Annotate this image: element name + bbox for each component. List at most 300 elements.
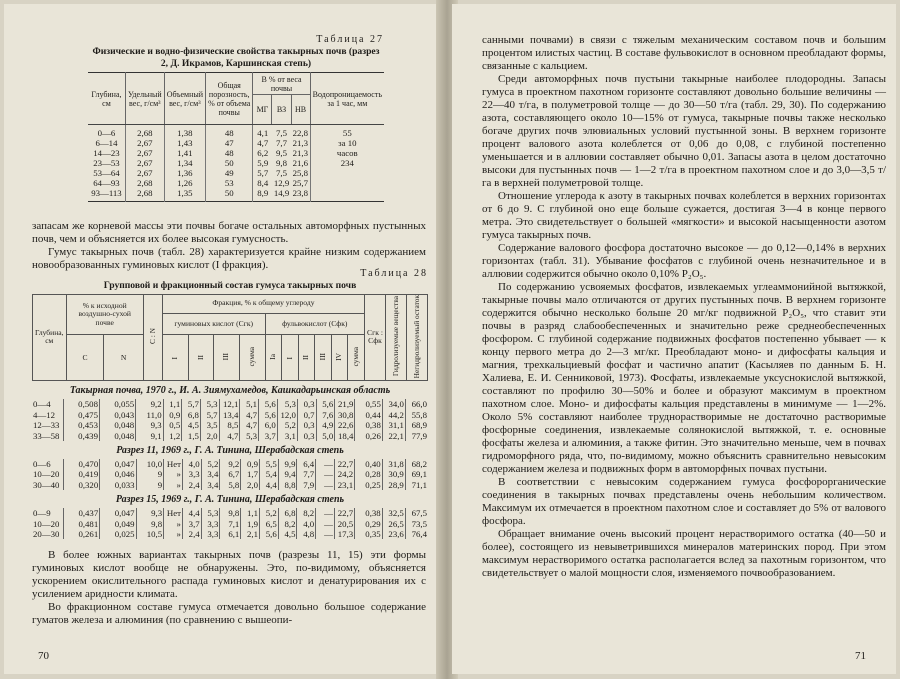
t27-group-label: В % от веса почвы (253, 74, 309, 95)
t27-cell: 2,68 (125, 178, 164, 188)
t28-cell: 30,8 (335, 410, 355, 420)
t28-cell: 67,5 (411, 508, 427, 519)
t28-cell: 12,1 (219, 399, 240, 409)
right-paragraph-2: Среди автоморфных почв пустыни такырные наиболее плодородны. Запасы гумуса в проектном пахотном горизонте составляют довольно большие величины — 22—40 т/га, в полуметровой толще — до 30—50 т/га (табл. 29, 30). По содержанию азота, составляющего около 10—15% от гумуса, такырные почвы также несколько богаче других почв элювиальных условий пустынной зоны. В верхнем горизонте процент валового азота колеблется от 0,06 до 0,08, с глубиной постепенно уменьшается и в аллювии составляет обычно 0,01. Запасы азота в целом достаточно высоки для пустынных почв — 1—2 т/га в проектном пахотном слое и до 3,0—3,5 т/га в верхней полуметровой толще. (482, 73, 886, 189)
t28-cell: 0,047 (100, 459, 136, 469)
t28-sub-label: II (195, 354, 205, 360)
left-paragraph-4: Во фракционном составе гумуса отмечается довольно большое содержание гуматов железа и алюминия (по сравнению с вышеопи- (32, 601, 426, 626)
t27-mg: 4,1 (257, 128, 269, 138)
t28-cell: 18,4 (335, 431, 355, 441)
t28-cell: 0,261 (63, 529, 99, 539)
t27-cell: 50 (206, 158, 253, 168)
table-row (32, 420, 428, 430)
t27-nv: 22,8 (292, 128, 308, 138)
t28-cell: 0,320 (63, 480, 99, 490)
t27-perm-line: 55 (342, 128, 352, 138)
t28-sub-fulvic (298, 335, 315, 381)
t28-cell: 12—33 (32, 420, 63, 430)
t28-col-ratio: Сгк : Сфк (365, 294, 386, 381)
left-text-bottom (32, 549, 426, 627)
t28-cell: 3,3 (201, 519, 220, 529)
t28-col-hydro (386, 294, 407, 381)
t28-cell: 30—40 (32, 480, 63, 490)
t28-cell: 0,048 (99, 431, 135, 441)
left-paragraph-3: В более южных вариантах такырных почв (разрезы 11, 15) эти формы гуминовых кислот вообще не обнаружены. Это, по-видимому, объясняется ускорением окислительного распада гуминовых кислот и денатурирования их с усилением аридности климата. (32, 549, 426, 600)
page-number-left: 70 (38, 650, 49, 662)
t27-cell: 2,67 (125, 158, 164, 168)
t28-cell: 0,437 (63, 508, 99, 518)
t28-sub-label: II (301, 354, 311, 360)
t27-col-permeability: Водопроницаемость за 1 час, мм (310, 73, 384, 125)
t28-cell: 4,5 (278, 529, 297, 539)
t27-cell: 1,34 (164, 158, 205, 168)
t27-vz: 7,5 (276, 168, 288, 178)
right-page (452, 4, 896, 674)
t27-col-vz: ВЗ (272, 95, 291, 124)
t28-cell: 0,35 (355, 529, 383, 539)
t28-cell: 3,4 (201, 480, 220, 490)
left-text-top (32, 220, 426, 272)
t28-cell: 0,9 (163, 410, 182, 420)
t27-vz: 7,5 (276, 128, 288, 138)
t28-section-table (32, 399, 428, 441)
t28-cell: 7,7 (297, 469, 316, 479)
t27-cell: 48 (206, 148, 253, 158)
t28-sub-label: I (284, 357, 294, 360)
t28-cell: 4,4 (260, 480, 279, 490)
t27-cell: 1,26 (164, 178, 205, 188)
t28-cell: 22,7 (334, 459, 354, 469)
t28-cell: 5,0 (316, 431, 335, 441)
t28-cell: 23,6 (382, 529, 405, 539)
table-row (32, 480, 428, 490)
t28-cell: 7,9 (297, 480, 316, 490)
t28-cell: 0,475 (63, 410, 99, 420)
t28-cell: 0,033 (100, 480, 136, 490)
t27-cell: 2,67 (125, 148, 164, 158)
t28-cell: 6,8 (278, 508, 297, 518)
t27-cell-group (253, 125, 310, 139)
t28-cell: 69,1 (411, 469, 427, 480)
t28-cell: 22,1 (382, 431, 405, 441)
t28-cell: 0,049 (100, 519, 136, 529)
t28-cell: 7,1 (220, 519, 241, 529)
t28-cell: 20,5 (334, 519, 354, 529)
t28-sub-label: III (221, 352, 231, 361)
t28-cell: 3,7 (259, 431, 278, 441)
t28-sub-label: IV (334, 352, 344, 361)
t28-sub-humic (162, 335, 188, 381)
t28-cell: 17,3 (334, 529, 354, 539)
t28-cell: 0,40 (355, 459, 383, 469)
t28-cell: 13,4 (219, 410, 240, 420)
t28-cell: 5,3 (200, 399, 219, 409)
t27-col-depth: Глубина, см (88, 73, 125, 125)
t28-cell: 68,2 (411, 459, 427, 470)
t27-vz: 12,9 (273, 178, 290, 188)
t28-cell: 3,1 (277, 431, 297, 441)
t28-cell: 0,481 (63, 519, 99, 529)
t28-cell: 5,1 (240, 399, 259, 409)
t28-cell: 11,0 (136, 410, 163, 420)
t28-cell: 4—12 (32, 410, 63, 420)
t28-cell: 0,055 (99, 399, 135, 409)
t28-cell: 4,0 (182, 459, 201, 469)
t28-cell: 30,9 (382, 469, 405, 479)
t27-cell: 6—14 (88, 138, 125, 148)
t28-cell: 4,7 (240, 420, 259, 430)
t28-cell: 4,9 (316, 420, 335, 430)
t28-cell: 7,6 (316, 410, 335, 420)
t28-cell: 0,048 (99, 420, 135, 430)
t28-nonhydro-label: Негидролизуемый остаток (411, 294, 421, 378)
t28-cell: 1,5 (182, 431, 201, 441)
t28-cell: 76,4 (411, 529, 427, 540)
left-page (4, 4, 442, 674)
t28-cell: 73,5 (411, 518, 427, 529)
t28-cell: 3,7 (182, 519, 201, 529)
table-27-caption: Таблица 27 (316, 34, 384, 45)
t28-sub-fulvic (282, 335, 299, 381)
t28-cell: — (316, 529, 335, 539)
t28-cell: 33—58 (32, 431, 63, 441)
t28-cell: 55,8 (411, 409, 427, 420)
t27-cell: 1,41 (164, 148, 205, 158)
t28-cell: 0,470 (63, 459, 99, 469)
t27-nv: 23,8 (292, 188, 308, 198)
t28-col-fulvic: фульвокислот (Сфк) (265, 313, 364, 335)
t27-cell: 50 (206, 188, 253, 202)
t28-cell: 34,0 (382, 399, 405, 409)
t28-cell: 1,1 (241, 508, 260, 518)
t28-cell: 0,047 (100, 508, 136, 518)
t27-cell-group (253, 188, 310, 202)
t28-cell: — (316, 480, 335, 490)
t28-cell: 4,4 (182, 508, 201, 518)
t28-sub-humic (239, 335, 265, 381)
t28-cell: 9,1 (136, 431, 163, 441)
t28-cell: 0,3 (297, 420, 316, 430)
t28-cell: 9,2 (136, 399, 163, 409)
t27-col-specific-weight: Удельный вес, г/см³ (125, 73, 164, 125)
t28-cell: » (164, 519, 183, 529)
table-28-body (32, 385, 428, 539)
t28-cell: 5,2 (277, 420, 297, 430)
t28-sub-label: III (317, 352, 327, 361)
t28-sub-fulvic (331, 335, 348, 381)
t28-sub-label: I (169, 357, 179, 360)
t28-cell: 9,9 (278, 459, 297, 469)
t27-cell: 1,38 (164, 125, 205, 139)
table-row (32, 399, 428, 409)
t27-vz: 7,7 (276, 138, 288, 148)
left-paragraph-1: запасам же корневой массы эти почвы богаче остальных автоморфных пустынных почв, чем и объясняется их более высокая гумусность. (32, 220, 426, 245)
t28-cell: 22,7 (334, 508, 354, 518)
t28-cell: 32,5 (382, 508, 405, 518)
t28-cell: 22,6 (335, 420, 355, 430)
t28-cell: 9 (136, 480, 164, 490)
t28-cell: 1,7 (241, 469, 260, 479)
table-28-title: Групповой и фракционный состав гумуса такырных почв (103, 280, 357, 291)
t28-cell: 2,0 (200, 431, 219, 441)
t28-cell: 77,9 (411, 430, 427, 441)
t28-cell: 5,8 (220, 480, 241, 490)
right-paragraph-3: Отношение углерода к азоту в такырных почвах колеблется в верхних горизонтах от 6 до 9. С глубиной оно еще больше сужается, достигая 3—4 в конце первого метра. Это свидетельствует о большей «мягкости» и высокой насыщенности азотом гумуса такырных почв. (482, 190, 886, 241)
t28-cell: 0,3 (297, 431, 316, 441)
t28-cell: 0,29 (355, 519, 383, 529)
t28-cell: 9,8 (220, 508, 241, 518)
t27-cell: 23—53 (88, 158, 125, 168)
t27-cell-group (253, 148, 310, 158)
t28-cell: 2,4 (182, 529, 201, 539)
t28-cell: 5,2 (260, 508, 279, 518)
t28-col-cn (143, 294, 162, 381)
t28-cell: 3,3 (201, 529, 220, 539)
t28-cell: — (316, 519, 335, 529)
t28-cell: 5,6 (316, 399, 335, 409)
t28-sub-fulvic (265, 335, 282, 381)
t28-section-title: Такырная почва, 1970 г., И. А. Зиямухамедов, Кашкадарьинская область (69, 385, 391, 397)
t27-perm-line: часов (336, 148, 358, 158)
t28-cell: 66,0 (411, 399, 427, 410)
table-row (88, 125, 384, 139)
t28-cell: — (316, 469, 335, 479)
t28-cell: 0,508 (63, 399, 99, 409)
table-27 (88, 34, 384, 202)
t28-cell: 1,1 (163, 399, 182, 409)
t28-cell: 0—4 (32, 399, 63, 409)
t27-cell: 48 (206, 125, 253, 139)
t27-cell-group (253, 138, 310, 148)
t28-cell: » (164, 480, 183, 490)
t28-cell: 0,453 (63, 420, 99, 430)
t27-mg: 4,7 (257, 138, 269, 148)
t27-cell: 53 (206, 178, 253, 188)
t28-sub-label: Ia (268, 353, 278, 360)
t28-cell: 71,1 (411, 479, 427, 490)
right-paragraph-5: По содержанию усвояемых фосфатов, извлекаемых углеаммонийной вытяжкой, такырные почвы мало отличаются от других пустынных почв. В верхнем горизонте содержится обычно несколько больше 20 мг/кг подвижной P₂O₅, что ставит эти почвы в разряд слабообеспеченных и значительно реже среднеобеспеченных фосфором. С глубиной содержание подвижных фосфатов постепенно убывает — к концу первого метра до 2—3 мг/кг. Преобладают моно- и дифосфаты кальция и магния, трехкальциевый фосфат и частично апатит (Касыляев по данным Б. Н. Халиева, Е. И. Сенниковой, 1973). Фосфаты, извлекаемые уксуснокислой вытяжкой, составляют по профилю 30—50% и более и образуют максимум в проектном пахотном слое. Моно- и дифосфаты кальция представлены в минимуме — 1—2%. Около 5% составляют наиболее труднорастворимые не достаточно растворимые фосфорные соединения, извлекаемые солянокислой вытяжкой, т. е. основные фосфаты железа и алюминия, а также фитин. Это значительно меньше, чем в почвах гидроморфного ряда, что, по-видимому, можно объяснить сравнительно невысоким содержанием железа и подвижных форм в автоморфных почвах пустыни. (482, 281, 886, 475)
t28-section-table (32, 508, 428, 539)
t28-cell: 6,5 (260, 519, 279, 529)
t27-vz: 9,8 (276, 158, 288, 168)
t28-cell: 5,5 (260, 459, 279, 469)
t28-cell: 26,5 (382, 519, 405, 529)
t28-cell: 31,1 (382, 420, 405, 430)
t28-cell: 0,439 (63, 431, 99, 441)
t28-cell: 0,25 (355, 480, 383, 490)
t27-cell-group (253, 168, 310, 178)
t28-cell: 5,6 (259, 399, 278, 409)
table-28-header (32, 294, 428, 382)
t27-nv: 21,3 (292, 148, 308, 158)
t28-cell: 5,6 (260, 529, 279, 539)
t28-cell: 6,7 (220, 469, 241, 479)
t28-cell: 0,043 (99, 410, 135, 420)
t28-cell: Нет (164, 508, 183, 518)
t28-cell: 20—30 (32, 529, 63, 539)
t28-cell: Нет (164, 459, 183, 469)
t27-cell: 2,67 (125, 138, 164, 148)
t28-cell: 0,44 (355, 410, 382, 420)
t28-cell: 0,9 (241, 459, 260, 469)
table-row (32, 459, 428, 469)
t27-col-mg: МГ (253, 95, 272, 124)
t28-cell: 0,046 (100, 469, 136, 479)
t27-cell: 64—93 (88, 178, 125, 188)
t28-section-title: Разрез 11, 1969 г., Г. А. Тинина, Шерабадская степь (116, 445, 344, 457)
t28-cell: 8,8 (278, 480, 297, 490)
t28-cell: 12,0 (277, 410, 297, 420)
t28-section-table (32, 459, 428, 490)
t27-nv: 21,3 (292, 138, 308, 148)
t27-vz: 14,9 (273, 188, 290, 198)
right-text (482, 34, 886, 580)
left-paragraph-2: Гумус такырных почв (табл. 28) характеризуется крайне низким содержанием новообразованных гуминовых кислот (I фракция). (32, 246, 426, 271)
right-paragraph-6: В соответствии с невысоким содержанием гумуса фосфорорганические соединения в такырных почвах представлены очень небольшим количеством. Максимум их отмечается в проектном пахотном слое и составляет до 5% от валового фосфора. (482, 476, 886, 527)
t28-sub-fulvic (348, 335, 365, 381)
t27-cell: 93—113 (88, 188, 125, 202)
t27-permeability-cell (310, 125, 384, 202)
t28-hydro-label: Гидролизуемые вещества (390, 296, 400, 377)
table-row (32, 519, 428, 529)
t28-cell: 5,3 (240, 431, 259, 441)
t28-col-fraction: Фракция, % к общему углероду (162, 294, 364, 313)
t28-cell: 28,9 (382, 480, 405, 490)
t28-sub-humic (214, 335, 240, 381)
t28-cn-label: C : N (147, 328, 157, 345)
t28-cell: 0,38 (355, 420, 382, 430)
t27-cell-group (253, 178, 310, 188)
t28-cell: 4,7 (240, 410, 259, 420)
t28-cell: 5,7 (200, 410, 219, 420)
t28-sub-fulvic (315, 335, 332, 381)
t27-cell-group (253, 158, 310, 168)
table-27-grid (88, 72, 384, 202)
t28-cell: — (316, 508, 335, 518)
t27-nv: 25,8 (292, 168, 308, 178)
t27-subheaders (253, 95, 309, 124)
table-28-caption: Таблица 28 (360, 268, 428, 279)
t27-cell: 2,68 (125, 125, 164, 139)
table-row (32, 508, 428, 518)
t28-section-title: Разрез 15, 1969 г., Г. А. Тинина, Шерабадская степь (115, 494, 345, 506)
t28-cell: 5,6 (259, 410, 278, 420)
t28-cell: 6,8 (182, 410, 201, 420)
t28-sub-label: сумма (246, 346, 256, 367)
t28-cell: 9,4 (278, 469, 297, 479)
t28-cell: 68,9 (411, 420, 427, 431)
t28-cell: 0—6 (32, 459, 63, 469)
t27-mg: 6,2 (257, 148, 269, 158)
t28-cell: 10—20 (32, 519, 63, 529)
t28-cell: 1,9 (241, 519, 260, 529)
right-paragraph-1: санными почвами) в связи с тяжелым механическим составом почв и большим процентом илистых частиц. В составе фульвокислот в основном преобладают формы, связанные с кальцием. (482, 34, 886, 72)
t28-cell: 8,5 (219, 420, 240, 430)
t27-cell: 2,68 (125, 188, 164, 202)
t28-cell: 24,2 (334, 469, 354, 479)
t28-cell: 9,8 (136, 519, 164, 529)
t28-cell: 2,1 (241, 529, 260, 539)
t28-cell: — (316, 459, 335, 469)
t28-cell: 5,3 (277, 399, 297, 409)
t28-col-n: N (104, 335, 143, 381)
t28-cell: 6,1 (220, 529, 241, 539)
t27-col-nv: НВ (295, 104, 307, 114)
t28-cell: 0,26 (355, 431, 382, 441)
t27-mg: 5,9 (257, 158, 269, 168)
t28-cell: 2,4 (182, 480, 201, 490)
table-row (32, 529, 428, 539)
table-28 (32, 268, 428, 539)
t27-cell: 49 (206, 168, 253, 178)
t28-cell: 9,3 (136, 508, 164, 518)
t28-cell: 9,2 (220, 459, 241, 469)
t28-cell: 0,55 (355, 399, 382, 409)
t28-sub-humic (188, 335, 214, 381)
t28-cell: 0,7 (297, 410, 316, 420)
t28-cell: 21,9 (335, 399, 355, 409)
t27-col-group (253, 73, 310, 125)
table-row (32, 469, 428, 479)
t27-vz: 9,5 (276, 148, 288, 158)
t28-cell: 3,3 (182, 469, 201, 479)
t27-cell: 2,67 (125, 168, 164, 178)
t27-col-bulk-density: Объемный вес, г/см³ (164, 73, 205, 125)
t28-col-c: C (66, 335, 104, 381)
t28-cell: 4,8 (297, 529, 316, 539)
t28-col-nonhydro (407, 294, 428, 381)
t27-nv: 21,6 (292, 158, 308, 168)
t28-col-depth: Глубина, см (33, 294, 67, 381)
t27-cell: 0—6 (88, 125, 125, 139)
t28-cell: 5,7 (182, 399, 201, 409)
t28-cell: 9,3 (136, 420, 163, 430)
t28-cell: 0,5 (163, 420, 182, 430)
t27-mg: 8,9 (257, 188, 269, 198)
t28-cell: 4,5 (182, 420, 201, 430)
t28-cell: 0,3 (297, 399, 316, 409)
t28-cell: 10,0 (136, 459, 164, 469)
t28-cell: 0,28 (355, 469, 383, 479)
t27-col-porosity: Общая порозность, % от объема почвы (206, 73, 253, 125)
t28-cell: 0,419 (63, 469, 99, 479)
t28-cell: 5,2 (201, 459, 220, 469)
table-row (32, 410, 428, 420)
t28-cell: 23,1 (334, 480, 354, 490)
t28-cell: 0,38 (355, 508, 383, 518)
t28-col-humic: гуминовых кислот (Сгк) (162, 313, 265, 335)
table-row (32, 431, 428, 441)
t28-col-pct: % к исходной воздушно-сухой почве (66, 294, 143, 335)
t28-sub-label: сумма (350, 346, 360, 367)
t27-mg: 5,7 (257, 168, 269, 178)
t28-cell: 6,4 (297, 459, 316, 469)
t27-cell: 1,36 (164, 168, 205, 178)
t28-cell: 3,5 (200, 420, 219, 430)
t28-cell: 4,0 (297, 519, 316, 529)
t28-cell: 4,7 (219, 431, 240, 441)
t28-cell: 1,2 (163, 431, 182, 441)
right-paragraph-4: Содержание валового фосфора достаточно высокое — до 0,12—0,14% в верхних горизонтах (табл. 31). Убывание фосфатов с глубиной очень незначительное и в аллювии содержится обычно около 0,10% P₂O₅. (482, 242, 886, 280)
t28-cell: 0,025 (100, 529, 136, 539)
t28-cell: » (164, 469, 183, 479)
t28-cell: 5,3 (201, 508, 220, 518)
t28-cell: 3,4 (201, 469, 220, 479)
t28-cell: 5,4 (260, 469, 279, 479)
right-paragraph-7: Обращает внимание очень высокий процент нерастворимого остатка (40—50 и более), состоящего из невыветрившихся минералов материнских пород. При этом максимум нерастворимого остатка располагается вслед за пахотным горизонтом, что свидетельствует о малой мощности слоя, изменяемого почвообразованием. (482, 528, 886, 579)
t28-cell: 6,0 (259, 420, 278, 430)
t28-cell: 9 (136, 469, 164, 479)
